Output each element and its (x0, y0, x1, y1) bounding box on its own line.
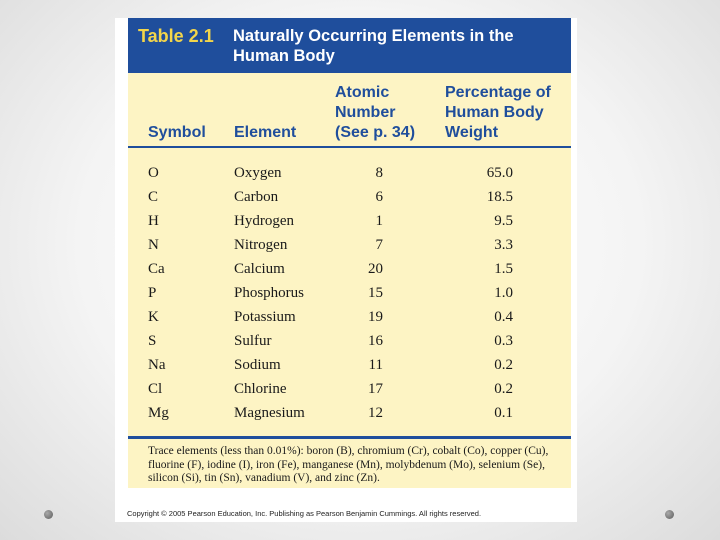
table-body (128, 73, 571, 488)
slide-bullet-right-icon (665, 510, 674, 519)
cell-element: Oxygen (234, 165, 282, 181)
cell-symbol: Na (148, 357, 166, 373)
cell-symbol: O (148, 165, 159, 181)
footnote-divider (128, 436, 571, 439)
table-row (128, 259, 571, 283)
cell-element: Magnesium (234, 405, 305, 421)
cell-symbol: H (148, 213, 159, 229)
cell-percentage: 0.2 (494, 381, 513, 397)
table-footnote: Trace elements (less than 0.01%): boron (B), chromium (Cr), cobalt (Co), copper (Cu), fluorine (F), iodine (I), iron (Fe), manganese (Mn), molybdenum (Mo), selenium (Se), silicon (Si), tin (Sn), vanadium (V), and zinc (Zn). (148, 445, 549, 484)
table-row (128, 187, 571, 211)
cell-atomic-number: 6 (375, 189, 383, 205)
cell-symbol: S (148, 333, 157, 349)
copyright-notice: Copyright © 2005 Pearson Education, Inc. Publishing as Pearson Benjamin Cummings. All rights reserved. (127, 509, 482, 518)
cell-percentage: 65.0 (486, 165, 513, 181)
table-row (128, 331, 571, 355)
table-title: Naturally Occurring Elements in the Human Body (233, 27, 514, 65)
cell-element: Phosphorus (234, 285, 305, 301)
cell-atomic-number: 20 (368, 261, 383, 277)
table-row (128, 307, 571, 331)
header-divider (128, 146, 571, 148)
cell-element: Sulfur (234, 333, 272, 349)
table-row (128, 211, 571, 235)
cell-atomic-number: 17 (368, 381, 383, 397)
cell-percentage: 18.5 (486, 189, 513, 205)
cell-percentage: 0.2 (494, 357, 513, 373)
cell-atomic-number: 16 (368, 333, 383, 349)
cell-symbol: Ca (148, 261, 165, 277)
cell-symbol: Mg (148, 405, 169, 421)
cell-percentage: 1.0 (494, 285, 513, 301)
column-header-symbol: Symbol (148, 124, 206, 141)
cell-atomic-number: 7 (375, 237, 383, 253)
cell-percentage: 0.3 (494, 333, 513, 349)
cell-symbol: C (148, 189, 159, 205)
table-number: Table 2.1 (138, 26, 214, 46)
column-header-element: Element (234, 124, 297, 141)
cell-atomic-number: 1 (375, 213, 383, 229)
cell-percentage: 3.3 (494, 237, 513, 253)
cell-symbol: K (148, 309, 159, 325)
cell-atomic-number: 19 (368, 309, 383, 325)
cell-element: Nitrogen (234, 237, 288, 253)
cell-atomic-number: 15 (368, 285, 383, 301)
table-row (128, 283, 571, 307)
column-header-percentage: Percentage of Human Body Weight (445, 84, 551, 141)
cell-percentage: 1.5 (494, 261, 513, 277)
cell-atomic-number: 11 (368, 357, 383, 373)
slide-bullet-left-icon (44, 510, 53, 519)
table-row (128, 163, 571, 187)
cell-symbol: P (148, 285, 157, 301)
table-rows (128, 163, 571, 427)
table-row (128, 403, 571, 427)
cell-element: Calcium (234, 261, 285, 277)
cell-element: Carbon (234, 189, 279, 205)
cell-percentage: 0.1 (494, 405, 513, 421)
cell-symbol: Cl (148, 381, 163, 397)
cell-element: Chlorine (234, 381, 287, 397)
cell-symbol: N (148, 237, 159, 253)
cell-element: Hydrogen (234, 213, 294, 229)
cell-element: Sodium (234, 357, 281, 373)
column-header-atomic-number: Atomic Number (See p. 34) (335, 84, 416, 141)
cell-element: Potassium (234, 309, 296, 325)
table-row (128, 235, 571, 259)
cell-percentage: 0.4 (494, 309, 513, 325)
table-header (128, 18, 571, 73)
cell-percentage: 9.5 (494, 213, 513, 229)
table-row (128, 355, 571, 379)
cell-atomic-number: 12 (368, 405, 383, 421)
table-row (128, 379, 571, 403)
cell-atomic-number: 8 (375, 165, 383, 181)
table-image (115, 18, 577, 522)
